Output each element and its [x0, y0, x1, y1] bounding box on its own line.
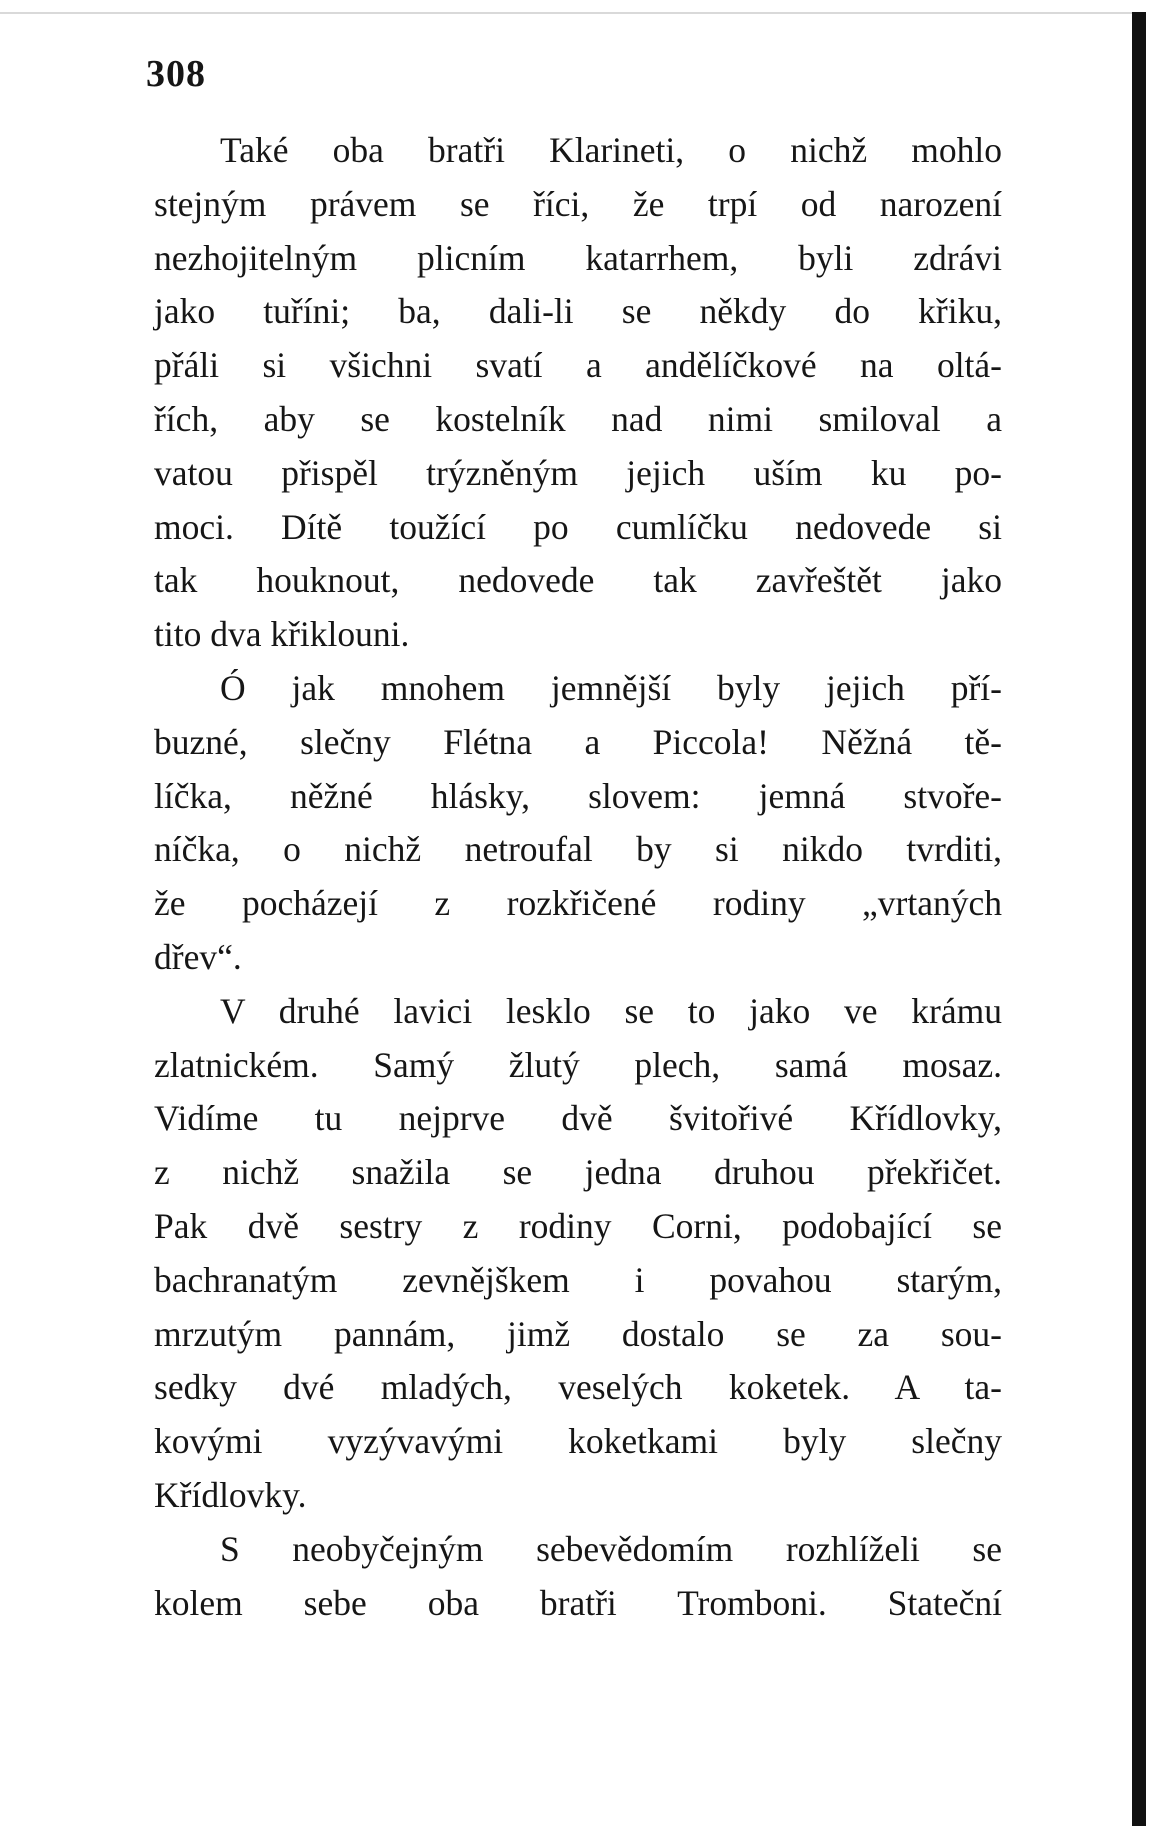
text-line: Ó jak mnohem jemnější byly jejich pří-	[220, 667, 1002, 708]
text-line: přáli si všichni svatí a andělíčkové na oltá-	[154, 345, 1002, 386]
text-line: kovými vyzývavými koketkami byly slečny	[154, 1421, 1002, 1462]
text-line: líčka, něžné hlásky, slovem: jemná stvoře-	[154, 775, 1002, 816]
text-line: řích, aby se kostelník nad nimi smiloval a	[154, 398, 1002, 439]
text-line: že pocházejí z rozkřičené rodiny „vrtaných	[154, 883, 1002, 924]
text-line: sedky dvé mladých, veselých koketek. A ta-	[154, 1367, 1002, 1408]
text-line: z nichž snažila se jedna druhou překřičet.	[154, 1152, 1002, 1193]
text-line: buzné, slečny Flétna a Piccola! Něžná tě-	[154, 721, 1002, 762]
text-line: Pak dvě sestry z rodiny Corni, podobající se	[154, 1205, 1002, 1246]
text-line: bachranatým zevnějškem i povahou starým,	[154, 1259, 1002, 1300]
page-binding-edge	[1132, 12, 1146, 1826]
text-line: tito dva křiklouni.	[154, 614, 410, 655]
page-number: 308	[146, 53, 206, 95]
text-line: vatou přispěl trýzněným jejich uším ku po-	[154, 452, 1002, 493]
text-line: zlatnickém. Samý žlutý plech, samá mosaz.	[154, 1044, 1002, 1085]
text-line: stejným právem se říci, že trpí od narození	[154, 183, 1002, 224]
text-line: mrzutým pannám, jimž dostalo se za sou-	[154, 1313, 1002, 1354]
text-line: V druhé lavici lesklo se to jako ve krámu	[220, 990, 1002, 1031]
text-line: tak houknout, nedovede tak zavřeštět jako	[154, 560, 1002, 601]
text-line: jako tuříni; ba, dali-li se někdy do křiku,	[154, 291, 1002, 332]
page-top-edge	[0, 12, 1146, 14]
text-line: dřev“.	[154, 936, 242, 977]
text-line: Vidíme tu nejprve dvě švitořivé Křídlovky,	[154, 1098, 1002, 1139]
text-line: Křídlovky.	[154, 1474, 307, 1515]
body-text	[154, 124, 1002, 1630]
text-line: Také oba bratři Klarineti, o nichž mohlo	[220, 130, 1002, 170]
text-line: kolem sebe oba bratři Tromboni. Stateční	[154, 1582, 1002, 1623]
text-line: moci. Dítě toužící po cumlíčku nedovede si	[154, 506, 1002, 547]
text-line: níčka, o nichž netroufal by si nikdo tvrditi,	[154, 829, 1002, 870]
text-line: S neobyčejným sebevědomím rozhlíželi se	[220, 1528, 1002, 1569]
text-line: nezhojitelným plicním katarrhem, byli zdrávi	[154, 237, 1002, 278]
